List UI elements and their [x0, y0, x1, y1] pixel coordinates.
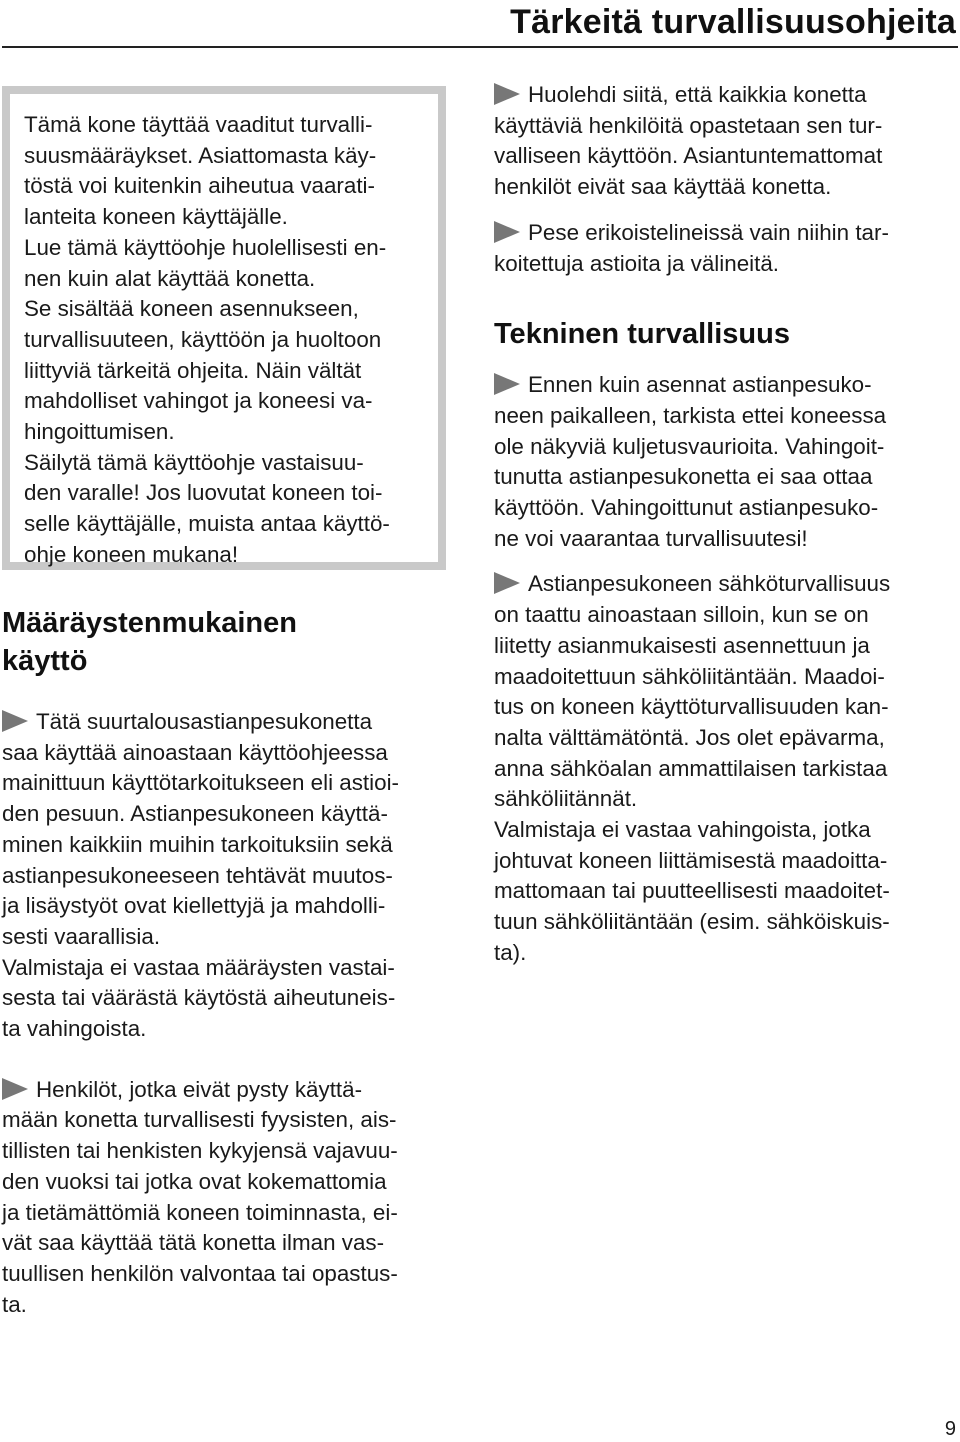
section-heading-intended-use: Määräystenmukainen käyttö — [2, 607, 297, 677]
technical-paragraph-1 — [494, 370, 960, 554]
bullet-arrow-icon — [2, 1078, 28, 1100]
right-paragraph-2 — [494, 218, 960, 279]
bullet-arrow-icon — [494, 221, 520, 243]
bullet-arrow-icon — [494, 83, 520, 105]
intended-use-paragraph-2 — [2, 1075, 472, 1321]
section-heading-technical-safety: Tekninen turvallisuus — [494, 318, 790, 351]
bullet-arrow-icon — [494, 572, 520, 594]
left-column — [2, 604, 472, 1320]
header-divider — [2, 46, 958, 48]
right-paragraph-1 — [494, 80, 960, 203]
notice-text: Tämä kone täyttää vaaditut turvalli- suusmääräykset. Asiattomasta käy- töstä voi kuitenkin aiheutua vaarati- lanteita koneen käyttäjälle. Lue tämä käyttöohje huolellisesti en- nen kuin alat käyttää konetta. Se sisältää koneen asennukseen, turvallisuuteen, käyttöön ja huoltoon liittyviä tärkeitä ohjeita. Näin vältät mahdolliset vahingot ja koneesi va- hingoittumisen. Säilytä tämä käyttöohje vastaisuu- den varalle! Jos luovutat koneen toi- selle käyttäjälle, muista antaa käyttö- ohje koneen mukana! — [24, 112, 390, 567]
technical-paragraph-2 — [494, 569, 960, 968]
page-number: 9 — [944, 1418, 956, 1440]
technical-text-2: Astianpesukoneen sähköturvallisuus on taattu ainoastaan silloin, kun se on liitetty asianmukaisesti asennettuun ja maadoitettuun sähköliitäntään. Maadoi- tus on koneen käyttöturvallisuuden kan- nalta välttämätöntä. Jos olet epävarma, anna sähköalan ammattilaisen tarkistaa sähköliitännät. Valmistaja ei vastaa vahingoista, jotka johtuvat koneen liittämisestä maadoitta- mattomaan tai puutteellisesti maadoitet- tuun sähköliitäntään (esim. sähköiskuis- ta). — [494, 571, 891, 965]
intended-use-text-1: Tätä suurtalousastianpesukonetta saa käyttää ainoastaan käyttöohjeessa mainittuun käyttötarkoitukseen eli astioi- den pesuun. Astianpesukoneen käyttä- minen kaikkiin muihin tarkoituksiin sekä astianpesukoneeseen tehtävät muutos- ja lisäystyöt ovat kiellettyjä ja mahdolli- sesti vaarallisia. Valmistaja ei vastaa määräysten vastai- sesta tai väärästä käytöstä aiheutuneis- ta vahingoista. — [2, 709, 400, 1042]
intended-use-text-2: Henkilöt, jotka eivät pysty käyttä- mään konetta turvallisesti fyysisten, ais- tillisten tai henkisten kykyjensä vajavuu- den vuoksi tai jotka ovat kokemattomia ja tietämättömiä koneen toiminnasta, ei- vät saa käyttää tätä konetta ilman vas- tuullisen henkilön valvontaa tai opastus- ta. — [2, 1076, 398, 1317]
intended-use-paragraph-1 — [2, 707, 472, 1045]
notice-box — [2, 86, 446, 570]
technical-text-1: Ennen kuin asennat astianpesuko- neen paikalleen, tarkista ettei koneessa ole näkyviä kuljetusvaurioita. Vahingoit- tunutta astianpesukonetta ei saa ottaa käyttöön. Vahingoittunut astianpesuko- ne voi vaarantaa turvallisuutesi! — [494, 372, 887, 551]
right-text-1: Huolehdi siitä, että kaikkia konetta käyttäviä henkilöitä opastetaan sen tur- valliseen käyttöön. Asiantuntemattomat henkilöt eivät saa käyttää konetta. — [494, 82, 883, 200]
bullet-arrow-icon — [2, 710, 28, 732]
right-text-2: Pese erikoistelineissä vain niihin tar- koitettuja astioita ja välineitä. — [494, 219, 889, 276]
page-title: Tärkeitä turvallisuusohjeita — [510, 3, 956, 41]
bullet-arrow-icon — [494, 373, 520, 395]
right-column — [494, 80, 960, 969]
